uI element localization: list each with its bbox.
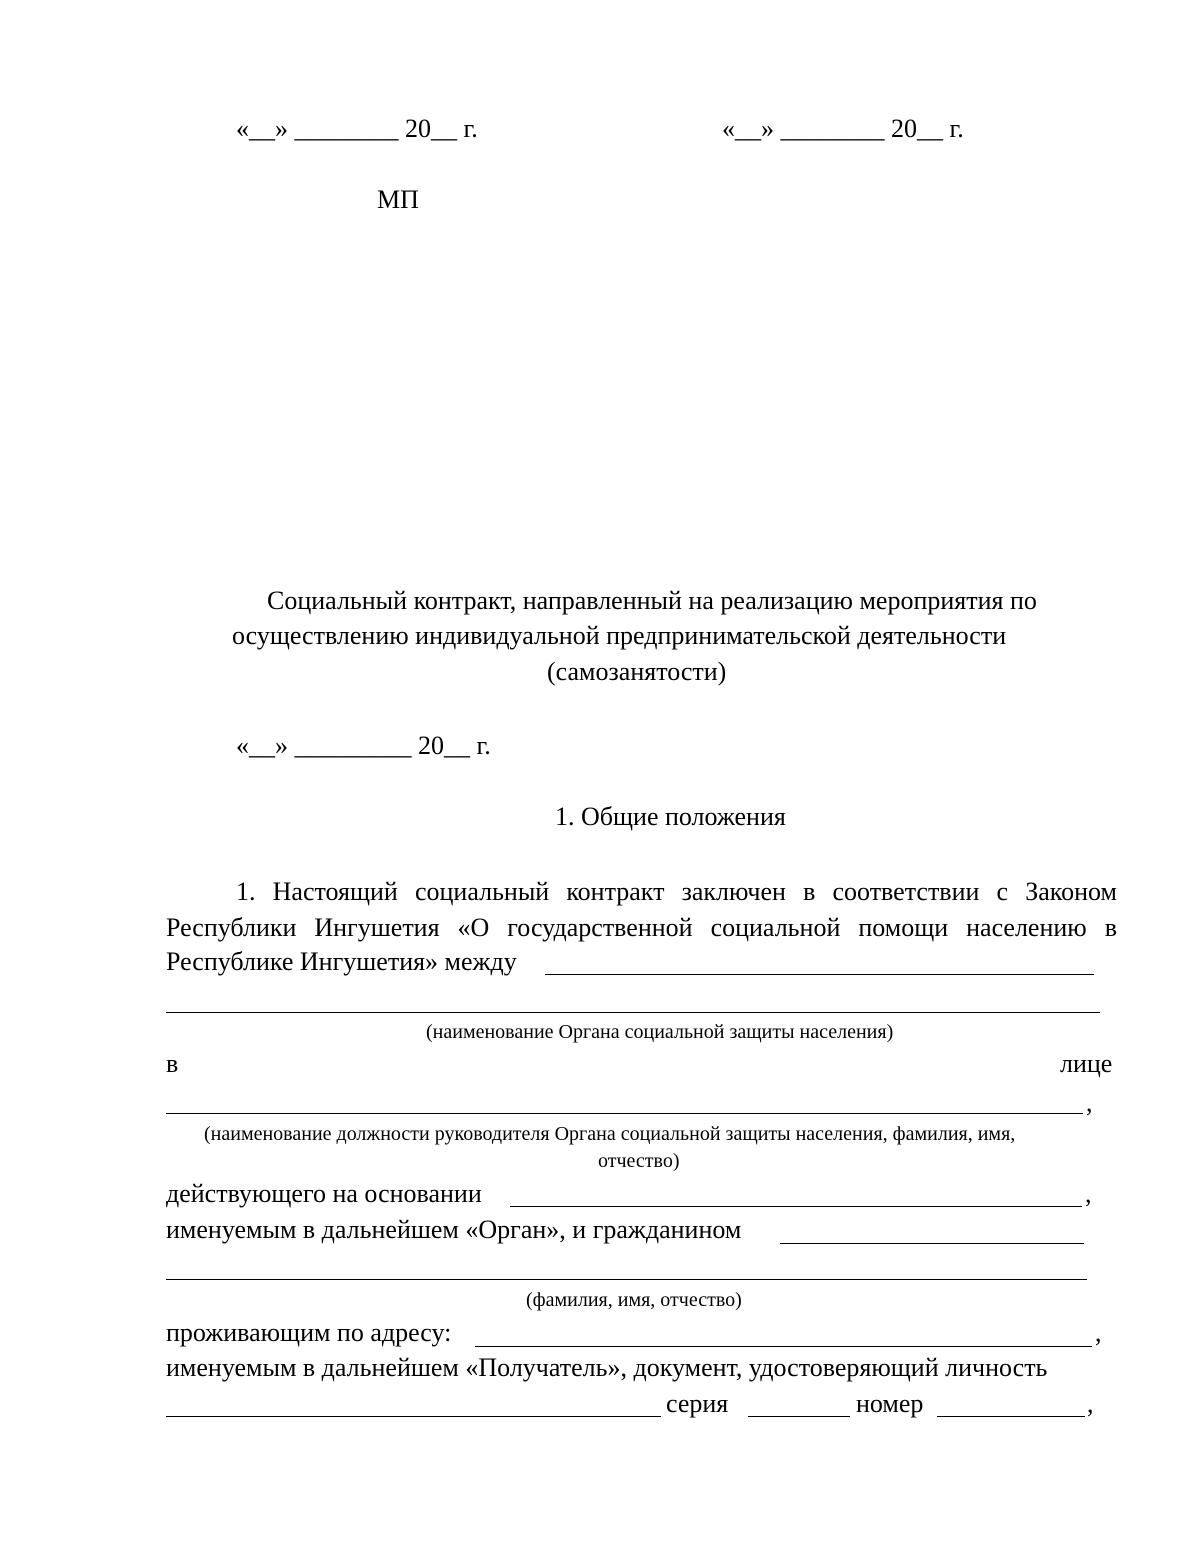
acting-basis-blank xyxy=(510,1206,1082,1207)
caption-organ-name: (наименование Органа социальной защиты населения) xyxy=(426,1021,894,1043)
organ-name-blank xyxy=(545,974,1094,975)
paragraph-1-line-1: 1. Настоящий социальный контракт заключен в соответствии с Законом xyxy=(236,877,1117,906)
signature-date-right: «__» ________ 20__ г. xyxy=(722,114,964,143)
contract-date: «__» _________ 20__ г. xyxy=(236,731,491,760)
citizen-fio-blank xyxy=(166,1279,1087,1280)
id-document-blank xyxy=(166,1416,661,1417)
stamp-placeholder: МП xyxy=(377,185,419,214)
citizen-blank xyxy=(780,1243,1084,1244)
signature-date-left: «__» ________ 20__ г. xyxy=(236,114,478,143)
address-blank xyxy=(475,1346,1092,1347)
document-title-line-3: (самозанятости) xyxy=(547,657,727,686)
residing-label: проживающим по адресу: xyxy=(166,1318,452,1347)
comma-1: , xyxy=(1086,1088,1093,1117)
word-litse: лице xyxy=(1060,1049,1113,1078)
acting-basis-label: действующего на основании xyxy=(166,1179,482,1208)
named-recipient-text: именуемым в дальнейшем «Получатель», документ, удостоверяющий личность xyxy=(166,1353,1048,1382)
caption-head-line-2: отчество) xyxy=(598,1150,680,1172)
document-title-line-2: осуществлению индивидуальной предпринимательской деятельности xyxy=(232,621,1007,650)
organ-name-blank-line-2 xyxy=(166,1012,1100,1013)
word-v: в xyxy=(166,1049,179,1078)
comma-2: , xyxy=(1085,1179,1092,1208)
series-blank xyxy=(748,1416,850,1417)
caption-head-line-1: (наименование должности руководителя Органа социальной защиты населения, фамилия, имя, xyxy=(204,1123,1016,1145)
comma-3: , xyxy=(1095,1318,1102,1347)
number-label: номер xyxy=(856,1389,924,1418)
number-blank xyxy=(937,1416,1085,1417)
comma-4: , xyxy=(1087,1389,1094,1418)
document-title-line-1: Социальный контракт, направленный на реализацию мероприятия по xyxy=(267,586,1037,615)
named-organ-text: именуемым в дальнейшем «Орган», и гражданином xyxy=(166,1215,742,1244)
series-label: серия xyxy=(666,1389,729,1418)
caption-fio: (фамилия, имя, отчество) xyxy=(526,1289,742,1311)
paragraph-1-line-3: Республике Ингушетия» между xyxy=(166,947,517,976)
paragraph-1-line-2: Республики Ингушетия «О государственной социальной помощи населению в xyxy=(166,913,1117,942)
section-heading: 1. Общие положения xyxy=(555,802,786,831)
head-name-blank xyxy=(166,1113,1083,1114)
